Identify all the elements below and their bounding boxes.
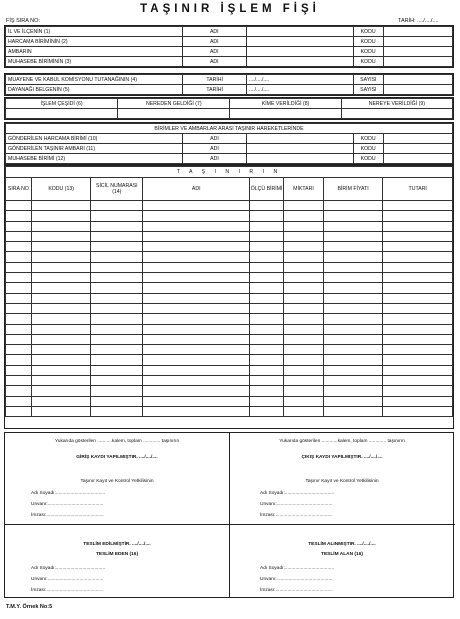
table-cell[interactable]	[31, 303, 91, 313]
table-cell[interactable]	[6, 262, 32, 272]
table-cell[interactable]	[91, 273, 143, 283]
unit-row	[6, 37, 453, 47]
table-cell[interactable]	[91, 396, 143, 406]
table-cell[interactable]	[284, 376, 324, 386]
shown-text: Yukarıda gösterilen ............kalem, toplam ............. taşınırın	[279, 439, 405, 444]
table-cell[interactable]	[323, 376, 383, 386]
table-cell[interactable]	[250, 221, 284, 231]
table-row	[6, 406, 453, 416]
table-cell[interactable]	[6, 221, 32, 231]
unit-label: AMBARIN	[6, 47, 183, 57]
signature-field[interactable]: İmzası:...........................................	[260, 513, 333, 518]
table-cell[interactable]	[383, 355, 453, 365]
transfer-row	[6, 144, 453, 154]
table-cell[interactable]	[143, 283, 250, 293]
table-cell[interactable]	[6, 324, 32, 334]
table-cell[interactable]	[323, 303, 383, 313]
unit-row	[6, 47, 453, 57]
table-cell[interactable]	[143, 396, 250, 406]
table-row	[6, 273, 453, 283]
unit-row	[6, 57, 453, 67]
table-cell[interactable]	[383, 345, 453, 355]
table-cell[interactable]	[143, 324, 250, 334]
column-header: MİKTARI	[284, 178, 324, 201]
entry-signature-block	[5, 433, 229, 597]
column-header: KODU (13)	[31, 178, 91, 201]
table-cell[interactable]	[383, 252, 453, 262]
table-cell[interactable]	[143, 365, 250, 375]
table-cell[interactable]	[250, 345, 284, 355]
table-cell[interactable]	[91, 376, 143, 386]
table-cell[interactable]	[143, 314, 250, 324]
table-cell[interactable]	[143, 303, 250, 313]
table-cell[interactable]	[6, 376, 32, 386]
table-cell[interactable]	[284, 252, 324, 262]
code-value-field[interactable]	[383, 37, 452, 47]
table-cell[interactable]	[284, 396, 324, 406]
name-field[interactable]: Adı Soyadı:.....................................	[31, 491, 106, 496]
table-cell[interactable]	[250, 365, 284, 375]
table-cell[interactable]	[323, 252, 383, 262]
table-cell[interactable]	[250, 201, 284, 211]
transfer-row	[6, 154, 453, 164]
table-cell[interactable]	[91, 262, 143, 272]
tarih-label: TARİH: ..../..../....	[398, 18, 439, 24]
form-title: TAŞINIR İŞLEM FİŞİ	[140, 3, 320, 15]
table-cell[interactable]	[323, 406, 383, 416]
title-field[interactable]: Unvanı:..........................................	[31, 502, 104, 507]
table-cell[interactable]	[6, 345, 32, 355]
document-row	[6, 85, 453, 95]
table-cell[interactable]	[284, 231, 324, 241]
table-cell[interactable]	[323, 396, 383, 406]
shown-text: Yukarıda gösterilen ...........kalem, toplam ............. taşınırın	[54, 439, 180, 444]
table-cell[interactable]	[31, 324, 91, 334]
name-field[interactable]: Adı Soyadı:.....................................	[31, 566, 106, 571]
table-cell[interactable]	[284, 386, 324, 396]
table-cell[interactable]	[143, 293, 250, 303]
name-field[interactable]: Adı Soyadı:.....................................	[260, 491, 335, 496]
table-cell[interactable]	[383, 376, 453, 386]
delivered-by-label: TESLİM EDEN (16)	[95, 552, 139, 557]
table-cell[interactable]	[250, 396, 284, 406]
table-cell[interactable]	[284, 406, 324, 416]
title-field[interactable]: Unvanı:..........................................	[31, 577, 104, 582]
table-cell[interactable]	[31, 273, 91, 283]
table-cell[interactable]	[143, 386, 250, 396]
items-table	[4, 165, 454, 429]
items-banner: T A Ş I N I R I N	[6, 167, 453, 178]
table-cell[interactable]	[250, 324, 284, 334]
name-value-field[interactable]	[246, 47, 353, 57]
table-cell[interactable]	[143, 406, 250, 416]
table-row	[6, 334, 453, 344]
signature-field[interactable]: İmzası:...........................................	[260, 588, 333, 593]
process-section	[4, 97, 454, 120]
table-cell[interactable]	[6, 293, 32, 303]
table-row	[6, 314, 453, 324]
name-label: ADI	[183, 57, 247, 67]
table-cell[interactable]	[6, 273, 32, 283]
table-cell[interactable]	[284, 355, 324, 365]
table-cell[interactable]	[31, 262, 91, 272]
number-label: SAYISI	[353, 85, 383, 95]
table-cell[interactable]	[284, 365, 324, 375]
table-cell[interactable]	[31, 283, 91, 293]
table-cell[interactable]	[284, 262, 324, 272]
transfer-section	[4, 122, 454, 165]
table-cell[interactable]	[284, 293, 324, 303]
table-cell[interactable]	[250, 283, 284, 293]
table-cell[interactable]	[91, 211, 143, 221]
table-cell[interactable]	[323, 283, 383, 293]
table-cell[interactable]	[91, 324, 143, 334]
table-cell[interactable]	[6, 242, 32, 252]
table-cell[interactable]	[143, 376, 250, 386]
table-cell[interactable]	[91, 201, 143, 211]
table-cell[interactable]	[383, 201, 453, 211]
table-cell[interactable]	[91, 303, 143, 313]
signature-area	[4, 432, 454, 598]
unit-label: MUHASEBE BİRİMİNİN (3)	[6, 57, 183, 67]
name-value-field[interactable]	[246, 154, 353, 164]
process-header: İŞLEM ÇEŞİDİ (6)	[6, 99, 118, 109]
table-row	[6, 211, 453, 221]
received-text: TESLİM ALINMIŞTIR. ..../..../....	[308, 542, 376, 547]
table-cell[interactable]	[91, 283, 143, 293]
code-value-field[interactable]	[383, 47, 452, 57]
exit-record-text: ÇIKIŞ KAYDI YAPILMIŞTIR. ..../..../....	[301, 455, 383, 460]
table-cell[interactable]	[6, 334, 32, 344]
table-cell[interactable]	[323, 273, 383, 283]
table-cell[interactable]	[31, 386, 91, 396]
table-cell[interactable]	[143, 334, 250, 344]
name-field[interactable]: Adı Soyadı:.....................................	[260, 566, 335, 571]
table-cell[interactable]	[284, 221, 324, 231]
table-cell[interactable]	[31, 242, 91, 252]
table-cell[interactable]	[323, 314, 383, 324]
name-label: ADI	[183, 144, 247, 154]
signature-field[interactable]: İmzası:...........................................	[31, 588, 104, 593]
table-cell[interactable]	[6, 303, 32, 313]
table-cell[interactable]	[143, 262, 250, 272]
table-cell[interactable]	[31, 355, 91, 365]
table-cell[interactable]	[31, 365, 91, 375]
units-section	[4, 25, 454, 68]
title-field[interactable]: Unvanı:..........................................	[260, 502, 333, 507]
code-value-field[interactable]	[383, 134, 452, 144]
transfer-label: GÖNDERİLEN TAŞINIR AMBARI (11)	[6, 144, 183, 154]
table-cell[interactable]	[323, 242, 383, 252]
table-cell[interactable]	[250, 273, 284, 283]
table-cell[interactable]	[323, 345, 383, 355]
table-cell[interactable]	[323, 231, 383, 241]
table-cell[interactable]	[143, 201, 250, 211]
table-cell[interactable]	[284, 201, 324, 211]
table-cell[interactable]	[250, 303, 284, 313]
entry-record-text: GİRİŞ KAYDI YAPILMIŞTIR. ..../..../....	[76, 455, 158, 460]
table-cell[interactable]	[31, 252, 91, 262]
name-value-field[interactable]	[246, 57, 353, 67]
table-cell[interactable]	[250, 314, 284, 324]
column-header: BİRİM FİYATI	[323, 178, 383, 201]
date-label: TARİHİ	[183, 75, 246, 85]
delivered-text: TESLİM EDİLMİŞTİR. ..../..../....	[83, 542, 151, 547]
name-label: ADI	[183, 154, 247, 164]
table-cell[interactable]	[91, 345, 143, 355]
table-cell[interactable]	[383, 211, 453, 221]
table-cell[interactable]	[91, 406, 143, 416]
table-row	[6, 242, 453, 252]
name-label: ADI	[183, 37, 247, 47]
table-cell[interactable]	[323, 221, 383, 231]
table-row	[6, 365, 453, 375]
code-value-field[interactable]	[383, 57, 452, 67]
table-cell[interactable]	[284, 273, 324, 283]
column-header: SİCİL NUMARASI (14)	[91, 178, 143, 201]
code-value-field[interactable]	[383, 27, 452, 37]
document-row	[6, 75, 453, 85]
table-cell[interactable]	[91, 365, 143, 375]
table-cell[interactable]	[284, 211, 324, 221]
document-label: DAYANAĞI BELGENİN (5)	[6, 85, 183, 95]
table-cell[interactable]	[6, 201, 32, 211]
document-label: MUAYENE VE KABUL KOMİSYONU TUTANAĞININ (4)	[6, 75, 183, 85]
code-label: KODU	[353, 47, 383, 57]
received-by-label: TESLİM ALAN (16)	[321, 552, 363, 557]
name-value-field[interactable]	[246, 144, 353, 154]
table-cell[interactable]	[91, 221, 143, 231]
table-cell[interactable]	[383, 324, 453, 334]
table-cell[interactable]	[143, 242, 250, 252]
table-cell[interactable]	[31, 314, 91, 324]
column-header: ADI	[143, 178, 250, 201]
exit-signature-block	[230, 433, 454, 597]
table-cell[interactable]	[383, 314, 453, 324]
table-row	[6, 345, 453, 355]
date-label: TARİHİ	[183, 85, 246, 95]
table-cell[interactable]	[383, 221, 453, 231]
table-cell[interactable]	[250, 355, 284, 365]
process-header: NEREYE VERİLDİĞİ (9)	[341, 99, 452, 109]
table-cell[interactable]	[284, 242, 324, 252]
table-cell[interactable]	[383, 262, 453, 272]
date-field[interactable]: ..../..../....	[246, 85, 353, 95]
table-cell[interactable]	[250, 252, 284, 262]
documents-section	[4, 73, 454, 96]
table-cell[interactable]	[250, 334, 284, 344]
table-cell[interactable]	[143, 231, 250, 241]
table-row	[6, 396, 453, 406]
name-label: ADI	[183, 27, 247, 37]
process-cell[interactable]	[118, 109, 230, 119]
table-cell[interactable]	[323, 201, 383, 211]
table-cell[interactable]	[250, 376, 284, 386]
transfer-label: MUHASEBE BİRİMİ (12)	[6, 154, 183, 164]
code-label: KODU	[353, 37, 383, 47]
table-cell[interactable]	[284, 345, 324, 355]
unit-label: HARCAMA BİRİMİNİN (2)	[6, 37, 183, 47]
table-cell[interactable]	[323, 293, 383, 303]
table-row	[6, 303, 453, 313]
table-cell[interactable]	[250, 406, 284, 416]
table-cell[interactable]	[31, 396, 91, 406]
transfer-title: BİRİMLER VE AMBARLAR ARASI TAŞINIR HAREKETLERİNDE	[6, 124, 453, 134]
table-row	[6, 201, 453, 211]
table-cell[interactable]	[91, 231, 143, 241]
table-cell[interactable]	[250, 386, 284, 396]
table-cell[interactable]	[6, 386, 32, 396]
table-cell[interactable]	[6, 406, 32, 416]
table-cell[interactable]	[91, 334, 143, 344]
table-cell[interactable]	[31, 201, 91, 211]
table-cell[interactable]	[383, 386, 453, 396]
code-label: KODU	[353, 134, 383, 144]
table-cell[interactable]	[250, 211, 284, 221]
table-cell[interactable]	[250, 231, 284, 241]
number-label: SAYISI	[353, 75, 383, 85]
table-cell[interactable]	[323, 365, 383, 375]
column-header: TUTARI	[383, 178, 453, 201]
code-label: KODU	[353, 154, 383, 164]
table-cell[interactable]	[6, 252, 32, 262]
process-cell[interactable]	[6, 109, 118, 119]
transfer-row	[6, 134, 453, 144]
name-label: ADI	[183, 134, 247, 144]
table-cell[interactable]	[250, 293, 284, 303]
table-cell[interactable]	[91, 355, 143, 365]
table-cell[interactable]	[31, 211, 91, 221]
table-cell[interactable]	[143, 355, 250, 365]
table-cell[interactable]	[323, 262, 383, 272]
table-row	[6, 283, 453, 293]
form-number: T.M.Y. Örnek No:5	[6, 604, 53, 610]
table-cell[interactable]	[91, 293, 143, 303]
date-field[interactable]: ..../..../....	[246, 75, 353, 85]
table-cell[interactable]	[31, 293, 91, 303]
table-cell[interactable]	[383, 396, 453, 406]
table-cell[interactable]	[6, 211, 32, 221]
unit-row	[6, 27, 453, 37]
table-cell[interactable]	[383, 231, 453, 241]
table-cell[interactable]	[31, 406, 91, 416]
name-value-field[interactable]	[246, 27, 353, 37]
table-cell[interactable]	[6, 396, 32, 406]
code-label: KODU	[353, 27, 383, 37]
table-cell[interactable]	[91, 252, 143, 262]
table-cell[interactable]	[143, 273, 250, 283]
fis-no-label: FİŞ SIRA NO:	[6, 18, 40, 24]
table-cell[interactable]	[143, 221, 250, 231]
table-cell[interactable]	[6, 355, 32, 365]
table-cell[interactable]	[383, 273, 453, 283]
number-field[interactable]	[383, 75, 452, 85]
table-cell[interactable]	[284, 283, 324, 293]
table-cell[interactable]	[383, 365, 453, 375]
table-cell[interactable]	[31, 221, 91, 231]
table-cell[interactable]	[91, 314, 143, 324]
code-label: KODU	[353, 57, 383, 67]
column-header: ÖLÇÜ BİRİMİ	[250, 178, 284, 201]
table-cell[interactable]	[383, 293, 453, 303]
signature-field[interactable]: İmzası:...........................................	[31, 513, 104, 518]
officer-title: Taşınır Kayıt ve Kontrol Yetkilisinin	[80, 479, 154, 484]
table-cell[interactable]	[31, 376, 91, 386]
table-cell[interactable]	[383, 303, 453, 313]
table-cell[interactable]	[143, 211, 250, 221]
table-cell[interactable]	[6, 231, 32, 241]
code-value-field[interactable]	[383, 154, 452, 164]
table-cell[interactable]	[284, 334, 324, 344]
process-cell[interactable]	[341, 109, 452, 119]
table-cell[interactable]	[6, 314, 32, 324]
table-cell[interactable]	[284, 324, 324, 334]
process-header: KİME VERİLDİĞİ (8)	[230, 99, 341, 109]
table-cell[interactable]	[383, 242, 453, 252]
name-value-field[interactable]	[246, 134, 353, 144]
table-cell[interactable]	[323, 211, 383, 221]
table-cell[interactable]	[143, 252, 250, 262]
process-header: NEREDEN GELDİĞİ (7)	[118, 99, 230, 109]
table-row	[6, 355, 453, 365]
table-cell[interactable]	[6, 283, 32, 293]
table-cell[interactable]	[323, 386, 383, 396]
table-cell[interactable]	[323, 355, 383, 365]
table-cell[interactable]	[383, 283, 453, 293]
column-header: SIRA NO	[6, 178, 32, 201]
table-row	[6, 231, 453, 241]
table-row	[6, 262, 453, 272]
unit-label: İL VE İLÇENİN (1)	[6, 27, 183, 37]
table-cell[interactable]	[323, 324, 383, 334]
table-cell[interactable]	[383, 334, 453, 344]
table-row	[6, 221, 453, 231]
table-cell[interactable]	[31, 345, 91, 355]
table-cell[interactable]	[383, 406, 453, 416]
title-field[interactable]: Unvanı:..........................................	[260, 577, 333, 582]
table-row	[6, 386, 453, 396]
process-cell[interactable]	[230, 109, 341, 119]
table-row	[6, 293, 453, 303]
table-row	[6, 376, 453, 386]
table-cell[interactable]	[323, 334, 383, 344]
code-label: KODU	[353, 144, 383, 154]
table-cell[interactable]	[91, 386, 143, 396]
table-row	[6, 324, 453, 334]
table-cell[interactable]	[250, 262, 284, 272]
table-cell[interactable]	[143, 345, 250, 355]
transfer-label: GÖNDERİLEN HARCAMA BİRİMİ (10)	[6, 134, 183, 144]
table-cell[interactable]	[284, 314, 324, 324]
table-cell[interactable]	[284, 303, 324, 313]
table-row	[6, 252, 453, 262]
code-value-field[interactable]	[383, 144, 452, 154]
number-field[interactable]	[383, 85, 452, 95]
table-cell[interactable]	[31, 231, 91, 241]
table-cell[interactable]	[91, 242, 143, 252]
name-label: ADI	[183, 47, 247, 57]
table-cell[interactable]	[250, 242, 284, 252]
table-cell[interactable]	[6, 365, 32, 375]
table-cell[interactable]	[31, 334, 91, 344]
officer-title: Taşınır Kayıt ve Kontrol Yetkilisinin	[305, 479, 379, 484]
name-value-field[interactable]	[246, 37, 353, 47]
